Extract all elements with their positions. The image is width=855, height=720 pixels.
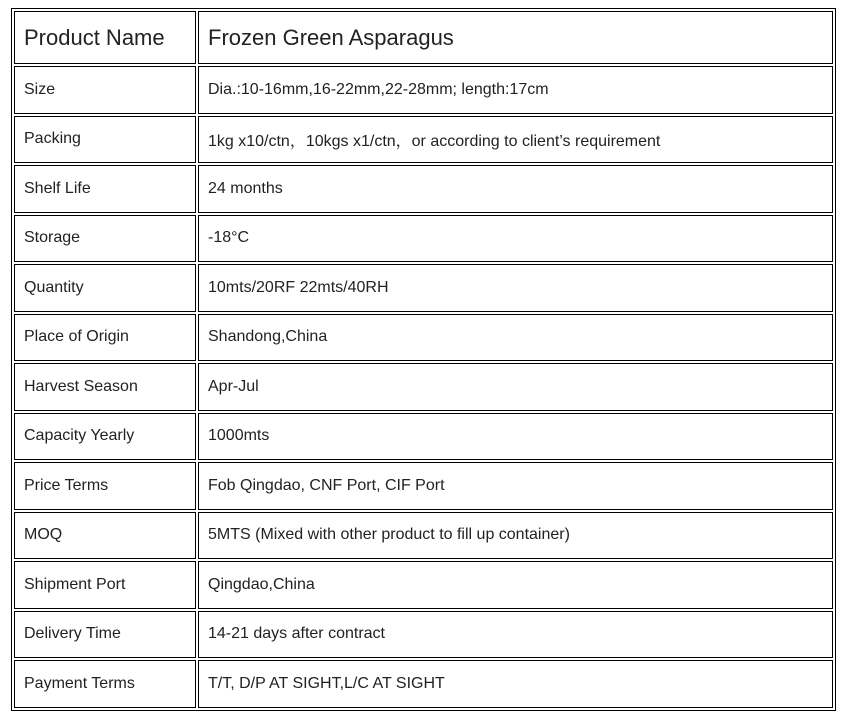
row-value: 1000mts (198, 413, 833, 461)
table-row (14, 561, 833, 609)
row-value: 24 months (198, 165, 833, 213)
table-row (14, 314, 833, 362)
row-value: -18°C (198, 215, 833, 263)
table-row (14, 215, 833, 263)
table-row (14, 165, 833, 213)
row-value: 14-21 days after contract (198, 611, 833, 659)
header-label-cell: Product Name (14, 11, 196, 64)
header-value-cell: Frozen Green Asparagus (198, 11, 833, 64)
table-row (14, 660, 833, 708)
row-value: 5MTS (Mixed with other product to fill up container) (198, 512, 833, 560)
row-label: Shipment Port (14, 561, 196, 609)
row-value: Qingdao,China (198, 561, 833, 609)
row-value: Dia.:10-16mm,16-22mm,22-28mm; length:17cm (198, 66, 833, 114)
row-label: Harvest Season (14, 363, 196, 411)
table-row (14, 413, 833, 461)
row-label: Storage (14, 215, 196, 263)
table-row (14, 66, 833, 114)
table-row (14, 512, 833, 560)
row-label: Place of Origin (14, 314, 196, 362)
row-value: 10mts/20RF 22mts/40RH (198, 264, 833, 312)
row-value: Shandong,China (198, 314, 833, 362)
row-label: Delivery Time (14, 611, 196, 659)
row-label: Payment Terms (14, 660, 196, 708)
row-label: Capacity Yearly (14, 413, 196, 461)
row-value: Fob Qingdao, CNF Port, CIF Port (198, 462, 833, 510)
table-row (14, 116, 833, 164)
table-row (14, 363, 833, 411)
product-spec-table (11, 8, 836, 711)
table-row (14, 264, 833, 312)
table-header-row (14, 11, 833, 64)
row-label: Shelf Life (14, 165, 196, 213)
row-label: Quantity (14, 264, 196, 312)
row-label: MOQ (14, 512, 196, 560)
row-label: Price Terms (14, 462, 196, 510)
row-label: Size (14, 66, 196, 114)
row-label: Packing (14, 116, 196, 164)
table-row (14, 462, 833, 510)
row-value: T/T, D/P AT SIGHT,L/C AT SIGHT (198, 660, 833, 708)
row-value: 1kg x10/ctn，10kgs x1/ctn，or according to client’s requirement (198, 116, 833, 164)
table-row (14, 611, 833, 659)
row-value: Apr-Jul (198, 363, 833, 411)
